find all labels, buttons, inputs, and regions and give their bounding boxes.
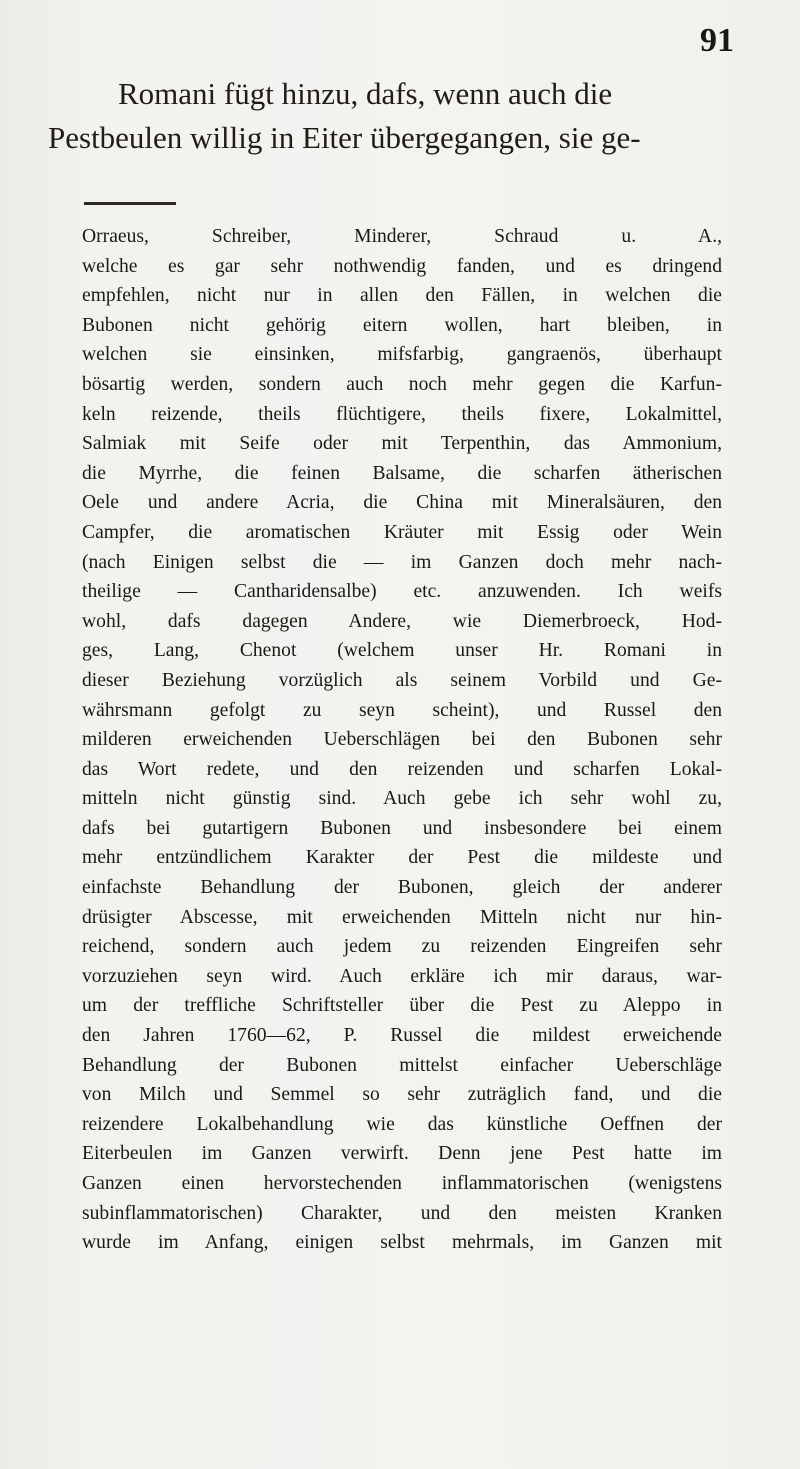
body-line: Orraeus, Schreiber, Minderer, Schraud u. A., bbox=[82, 226, 722, 247]
body-line: Campfer, die aromatischen Kräuter mit Essig oder Wein bbox=[82, 521, 722, 543]
body-line: ges, Lang, Chenot (welchem unser Hr. Romani in bbox=[82, 640, 722, 662]
body-line: milderen erweichenden Ueberschlägen bei den Bubonen sehr bbox=[82, 729, 722, 751]
body-line: die Myrrhe, die feinen Balsame, die scharfen ätherischen bbox=[82, 462, 722, 484]
body-line: (nach Einigen selbst die — im Ganzen doch mehr nach- bbox=[82, 551, 722, 573]
body-paragraph bbox=[82, 222, 722, 1258]
body-line: empfehlen, nicht nur in allen den Fällen, in welchen die bbox=[82, 285, 722, 307]
body-line: subinflammatorischen) Charakter, und den meisten Kranken bbox=[82, 1202, 722, 1224]
body-line: Eiterbeulen im Ganzen verwirft. Denn jene Pest hatte im bbox=[82, 1143, 722, 1165]
body-line: mehr entzündlichem Karakter der Pest die mildeste und bbox=[82, 847, 722, 869]
body-line: Oele und andere Acria, die China mit Mineralsäuren, den bbox=[82, 492, 722, 514]
body-line: von Milch und Semmel so sehr zuträglich fand, und die bbox=[82, 1084, 722, 1106]
body-line: dafs bei gutartigern Bubonen und insbesondere bei einem bbox=[82, 817, 722, 839]
body-line: welche es gar sehr nothwendig fanden, und es dringend bbox=[82, 255, 722, 277]
body-line: den Jahren 1760—62, P. Russel die mildest erweichende bbox=[82, 1025, 722, 1047]
section-rule bbox=[84, 202, 176, 205]
intro-line-1: Romani fügt hinzu, dafs, wenn auch die bbox=[118, 76, 613, 111]
body-line: drüsigter Abscesse, mit erweichenden Mitteln nicht nur hin- bbox=[82, 906, 722, 928]
body-line: um der treffliche Schriftsteller über die Pest zu Aleppo in bbox=[82, 995, 722, 1017]
body-line: das Wort redete, und den reizenden und scharfen Lokal- bbox=[82, 758, 722, 780]
body-line: bösartig werden, sondern auch noch mehr gegen die Karfun- bbox=[82, 373, 722, 395]
body-line: vorzuziehen seyn wird. Auch erkläre ich mir daraus, war- bbox=[82, 965, 722, 987]
body-line: theilige — Cantharidensalbe) etc. anzuwenden. Ich weifs bbox=[82, 581, 722, 603]
body-line: wohl, dafs dagegen Andere, wie Diemerbroeck, Hod- bbox=[82, 610, 722, 632]
body-line: Behandlung der Bubonen mittelst einfacher Ueberschläge bbox=[82, 1054, 722, 1076]
body-line: Salmiak mit Seife oder mit Terpenthin, das Ammonium, bbox=[82, 433, 722, 455]
body-line: reichend, sondern auch jedem zu reizenden Eingreifen sehr bbox=[82, 936, 722, 958]
intro-line-2: Pestbeulen willig in Eiter übergegangen, sie ge- bbox=[48, 120, 641, 155]
body-line: keln reizende, theils flüchtigere, theils fixere, Lokalmittel, bbox=[82, 403, 722, 425]
body-line: dieser Beziehung vorzüglich als seinem Vorbild und Ge- bbox=[82, 669, 722, 691]
body-line: mitteln nicht günstig sind. Auch gebe ich sehr wohl zu, bbox=[82, 788, 722, 810]
body-line: währsmann gefolgt zu seyn scheint), und Russel den bbox=[82, 699, 722, 721]
body-line: reizendere Lokalbehandlung wie das künstliche Oeffnen der bbox=[82, 1113, 722, 1135]
page-number: 91 bbox=[700, 22, 734, 59]
body-line: einfachste Behandlung der Bubonen, gleich der anderer bbox=[82, 877, 722, 899]
body-line: Bubonen nicht gehörig eitern wollen, hart bleiben, in bbox=[82, 314, 722, 336]
body-line: wurde im Anfang, einigen selbst mehrmals, im Ganzen mit bbox=[82, 1232, 722, 1254]
body-line: Ganzen einen hervorstechenden inflammatorischen (wenigstens bbox=[82, 1173, 722, 1194]
body-line: welchen sie einsinken, mifsfarbig, gangraenös, überhaupt bbox=[82, 344, 722, 366]
